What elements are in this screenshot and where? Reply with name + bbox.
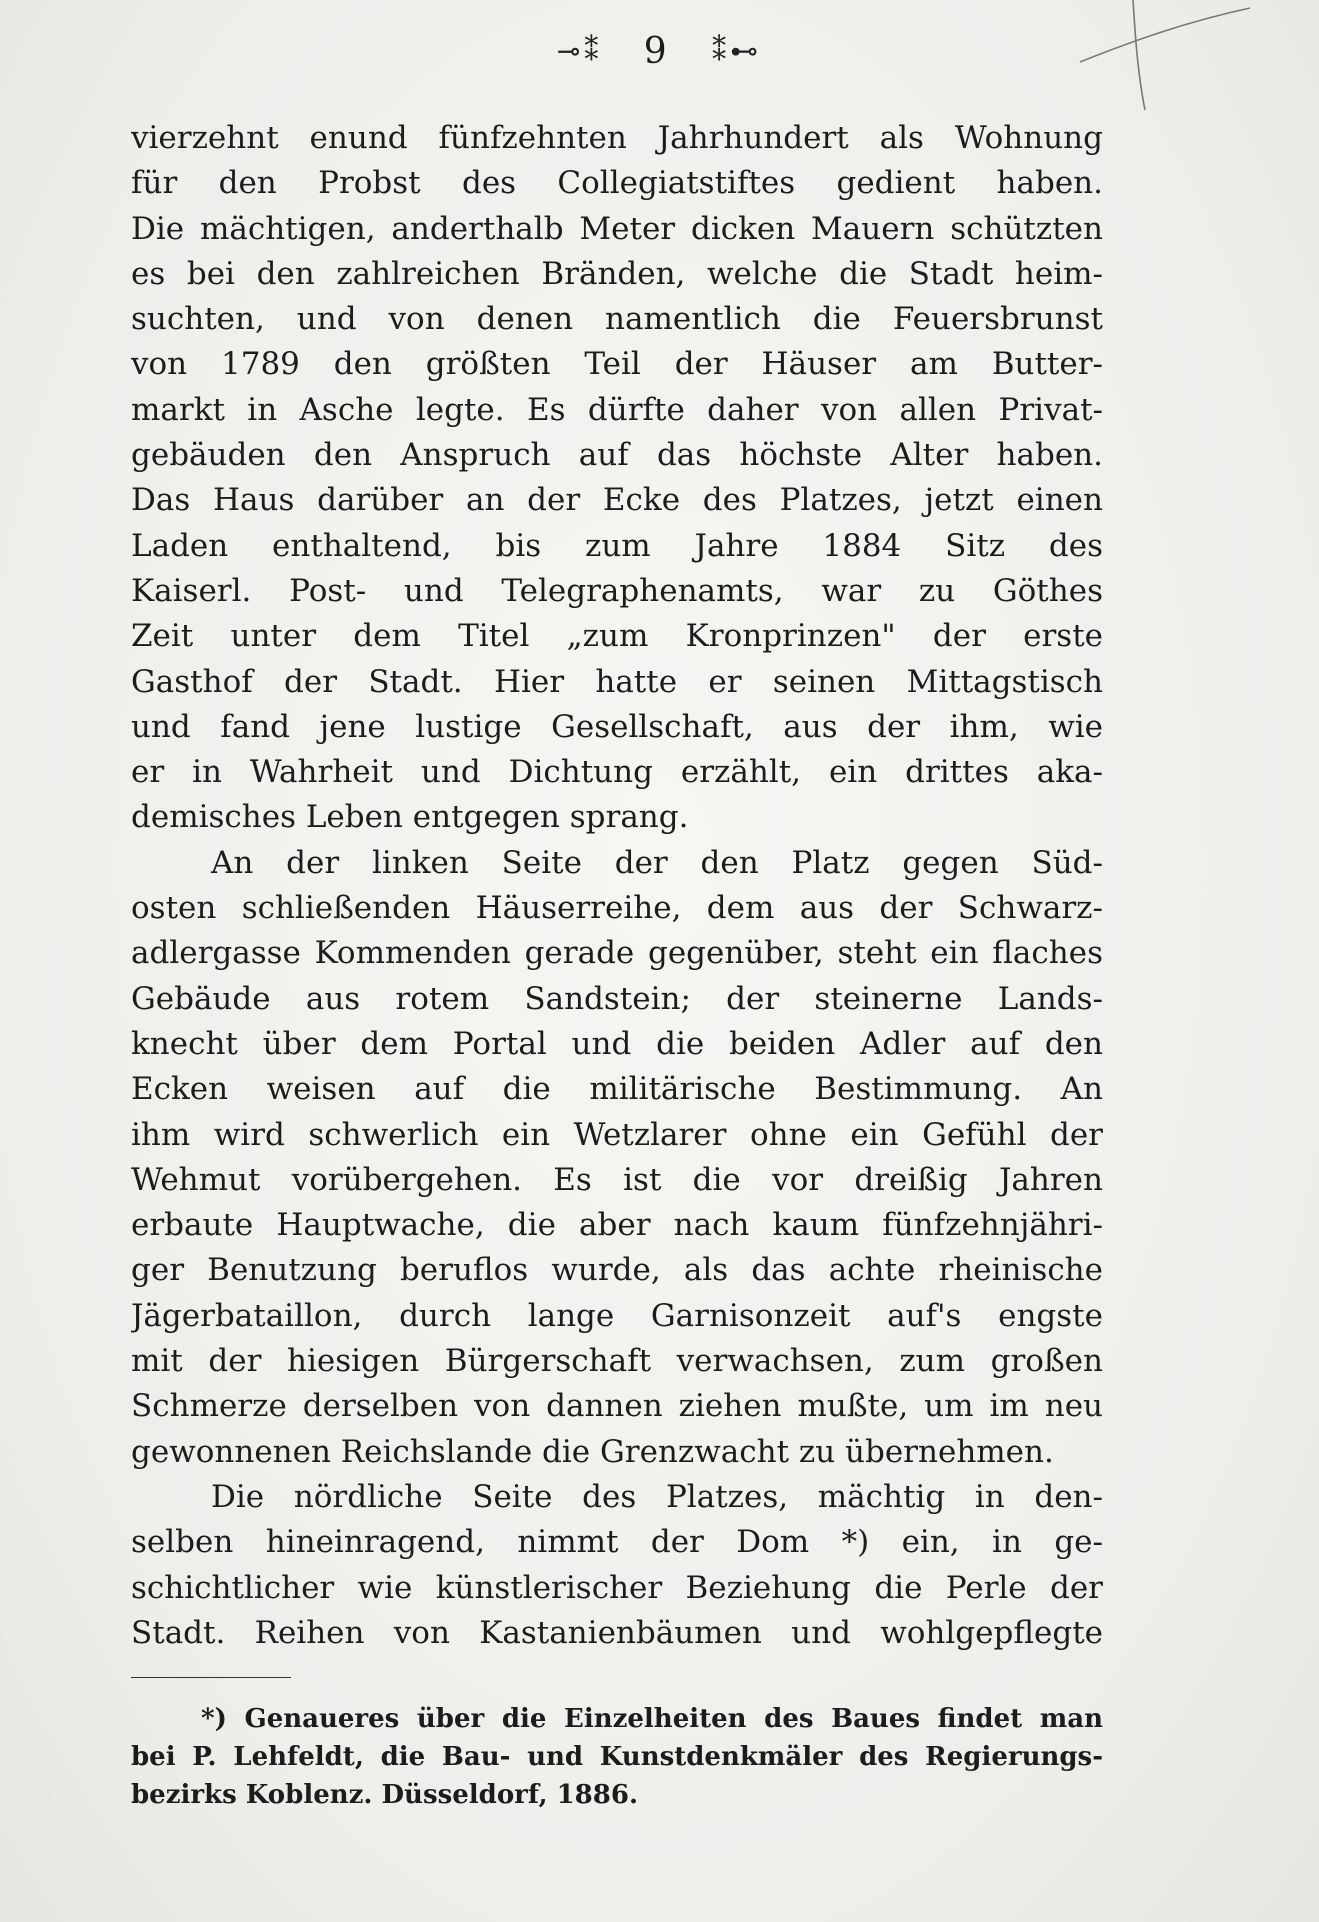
ornament-right: ⁑⊷ (712, 34, 763, 68)
text-line: ihm wird schwerlich ein Wetzlarer ohne ein Gefühl der (131, 1116, 1103, 1153)
footnote-line: bei P. Lehfeldt, die Bau- und Kunstdenkmäler des Regierungs- (131, 1742, 1103, 1772)
text-line: adlergasse Kommenden gerade gegenüber, steht ein flaches (131, 935, 1103, 972)
footnote (131, 1700, 1103, 1814)
text-line: und fand jene lustige Gesellschaft, aus der ihm, wie (131, 708, 1103, 745)
text-line: selben hineinragend, nimmt der Dom *) ein, in ge- (131, 1524, 1103, 1561)
text-line: es bei den zahlreichen Bränden, welche die Stadt heim- (131, 255, 1103, 292)
text-line: Schmerze derselben von dannen ziehen mußte, um im neu (131, 1388, 1103, 1425)
footnote-divider (131, 1677, 291, 1678)
ornament-left: ⊸⁑ (556, 34, 603, 68)
text-line: für den Probst des Collegiatstiftes gedient haben. (131, 165, 1103, 202)
page-header (0, 28, 1319, 72)
text-line: osten schließenden Häuserreihe, dem aus der Schwarz- (131, 890, 1103, 927)
text-line: ger Benutzung beruflos wurde, als das achte rheinische (131, 1252, 1103, 1289)
text-line: Die mächtigen, anderthalb Meter dicken Mauern schützten (131, 210, 1103, 247)
text-line: Ecken weisen auf die militärische Bestimmung. An (131, 1071, 1103, 1108)
text-line: Die nördliche Seite des Platzes, mächtig in den- (211, 1478, 1103, 1515)
text-line: Gebäude aus rotem Sandstein; der steinerne Lands- (131, 980, 1103, 1017)
text-line: von 1789 den größten Teil der Häuser am Butter- (131, 346, 1103, 383)
text-line: demisches Leben entgegen sprang. (131, 799, 689, 836)
text-line: er in Wahrheit und Dichtung erzählt, ein drittes aka- (131, 754, 1103, 791)
text-line: Kaiserl. Post- und Telegraphenamts, war zu Göthes (131, 572, 1103, 609)
text-line: markt in Asche legte. Es dürfte daher von allen Privat- (131, 391, 1103, 428)
text-line: Wehmut vorübergehen. Es ist die vor dreißig Jahren (131, 1161, 1103, 1198)
text-line: gebäuden den Anspruch auf das höchste Alter haben. (131, 437, 1103, 474)
footnote-line: *) Genaueres über die Einzelheiten des Baues findet man (201, 1704, 1103, 1734)
text-line: Gasthof der Stadt. Hier hatte er seinen Mittagstisch (131, 663, 1103, 700)
text-line: knecht über dem Portal und die beiden Adler auf den (131, 1025, 1103, 1062)
text-line: Zeit unter dem Titel „zum Kronprinzen" der erste (131, 618, 1103, 655)
text-line: schichtlicher wie künstlerischer Beziehung die Perle der (131, 1569, 1103, 1606)
main-text (131, 116, 1103, 1656)
page-number: 9 (643, 30, 671, 72)
footnote-line: bezirks Koblenz. Düsseldorf, 1886. (131, 1780, 638, 1810)
text-line: suchten, und von denen namentlich die Feuersbrunst (131, 301, 1103, 338)
text-line: An der linken Seite der den Platz gegen Süd- (211, 844, 1103, 881)
text-line: Stadt. Reihen von Kastanienbäumen und wohlgepflegte (131, 1614, 1103, 1651)
text-line: Laden enthaltend, bis zum Jahre 1884 Sitz des (131, 527, 1103, 564)
text-line: vierzehnt enund fünfzehnten Jahrhundert als Wohnung (131, 120, 1103, 156)
text-line: Das Haus darüber an der Ecke des Platzes, jetzt einen (131, 482, 1103, 519)
text-line: erbaute Hauptwache, die aber nach kaum fünfzehnjähri- (131, 1207, 1103, 1244)
text-line: gewonnenen Reichslande die Grenzwacht zu übernehmen. (131, 1433, 1054, 1470)
text-line: mit der hiesigen Bürgerschaft verwachsen, zum großen (131, 1343, 1103, 1380)
text-line: Jägerbataillon, durch lange Garnisonzeit auf's engste (131, 1297, 1103, 1334)
